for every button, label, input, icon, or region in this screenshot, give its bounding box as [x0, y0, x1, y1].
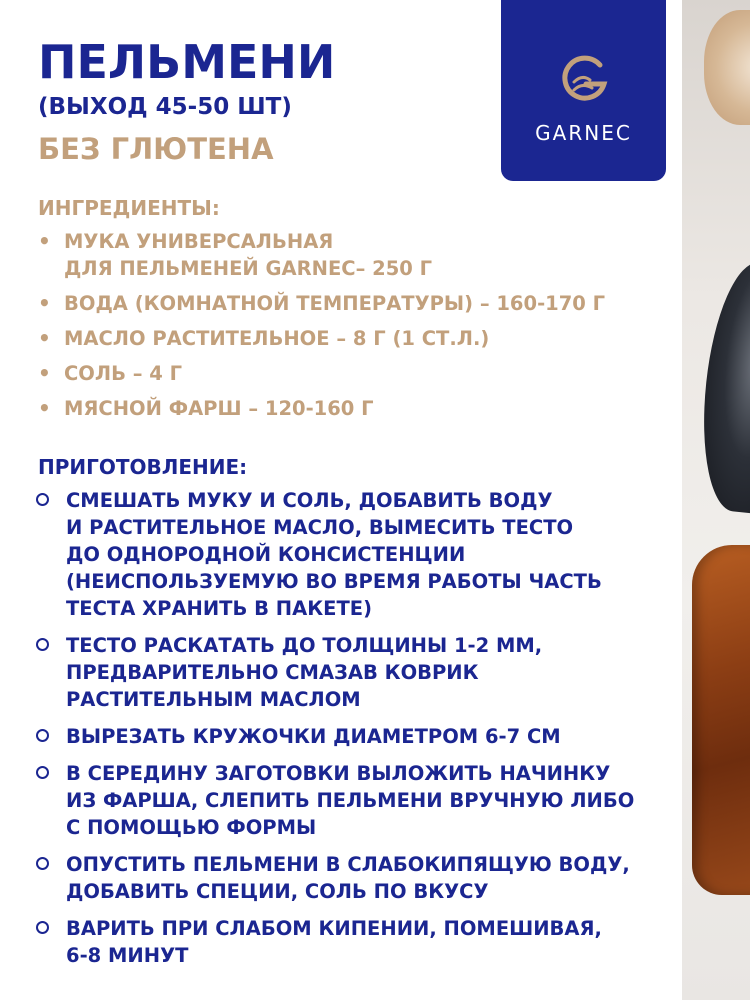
circle-bullet-icon [36, 638, 49, 651]
step-text: ВАРИТЬ ПРИ СЛАБОМ КИПЕНИИ, ПОМЕШИВАЯ, [66, 917, 602, 940]
circle-bullet-icon [36, 493, 49, 506]
preparation-step [36, 851, 676, 905]
ingredient-text: • МУКА УНИВЕРСАЛЬНАЯ [64, 230, 334, 253]
ingredient-text: ДЛЯ ПЕЛЬМЕНЕЙ GARNEC– 250 Г [64, 257, 433, 280]
ingredient-text: • СОЛЬ – 4 Г [64, 362, 183, 385]
preparation-heading: ПРИГОТОВЛЕНИЕ: [38, 455, 248, 479]
ingredients-heading: ИНГРЕДИЕНТЫ: [38, 196, 220, 220]
preparation-step [36, 632, 676, 713]
circle-bullet-icon [36, 857, 49, 870]
circle-bullet-icon [36, 766, 49, 779]
step-text: ДОБАВИТЬ СПЕЦИИ, СОЛЬ ПО ВКУСУ [66, 880, 489, 903]
step-text: 6-8 МИНУТ [66, 944, 189, 967]
spoon-image [693, 259, 750, 516]
step-text: ВЫРЕЗАТЬ КРУЖОЧКИ ДИАМЕТРОМ 6-7 СМ [66, 725, 561, 748]
step-text: (НЕИСПОЛЬЗУЕМУЮ ВО ВРЕМЯ РАБОТЫ ЧАСТЬ [66, 570, 602, 593]
step-text: ТЕСТА ХРАНИТЬ В ПАКЕТЕ) [66, 597, 372, 620]
brand-logo [501, 0, 666, 181]
ingredient-text: • МАСЛО РАСТИТЕЛЬНОЕ – 8 Г (1 СТ.Л.) [64, 327, 490, 350]
step-text: РАСТИТЕЛЬНЫМ МАСЛОМ [66, 688, 361, 711]
step-text: ДО ОДНОРОДНОЙ КОНСИСТЕНЦИИ [66, 543, 466, 566]
preparation-step [36, 760, 676, 841]
step-text: ОПУСТИТЬ ПЕЛЬМЕНИ В СЛАБОКИПЯЩУЮ ВОДУ, [66, 853, 630, 876]
ingredient-item [38, 360, 678, 387]
preparation-step [36, 723, 676, 750]
recipe-title: ПЕЛЬМЕНИ [38, 35, 336, 89]
ingredient-item [38, 395, 678, 422]
ingredient-text: • ВОДА (КОМНАТНОЙ ТЕМПЕРАТУРЫ) – 160-170 Г [64, 292, 606, 315]
ingredient-item [38, 290, 678, 317]
gluten-free-label: БЕЗ ГЛЮТЕНА [38, 132, 274, 166]
step-text: В СЕРЕДИНУ ЗАГОТОВКИ ВЫЛОЖИТЬ НАЧИНКУ [66, 762, 611, 785]
step-text: ПРЕДВАРИТЕЛЬНО СМАЗАВ КОВРИК [66, 661, 479, 684]
food-photo [682, 0, 750, 1000]
ingredient-item [38, 325, 678, 352]
step-text: СМЕШАТЬ МУКУ И СОЛЬ, ДОБАВИТЬ ВОДУ [66, 489, 553, 512]
ingredients-list [38, 228, 678, 430]
cutting-board-image [692, 545, 750, 895]
circle-bullet-icon [36, 729, 49, 742]
step-text: С ПОМОЩЬЮ ФОРМЫ [66, 816, 317, 839]
step-text: ТЕСТО РАСКАТАТЬ ДО ТОЛЩИНЫ 1-2 ММ, [66, 634, 543, 657]
step-text: И РАСТИТЕЛЬНОЕ МАСЛО, ВЫМЕСИТЬ ТЕСТО [66, 516, 574, 539]
step-text: ИЗ ФАРША, СЛЕПИТЬ ПЕЛЬМЕНИ ВРУЧНУЮ ЛИБО [66, 789, 635, 812]
bowl-image [704, 10, 750, 125]
preparation-steps [36, 487, 676, 979]
brand-name: GARNEC [535, 121, 632, 145]
ingredient-item [38, 228, 678, 282]
circle-bullet-icon [36, 921, 49, 934]
recipe-yield: (ВЫХОД 45-50 ШТ) [38, 94, 292, 120]
garnec-g-logo-icon [560, 52, 608, 108]
ingredient-text: • МЯСНОЙ ФАРШ – 120-160 Г [64, 397, 374, 420]
preparation-step [36, 915, 676, 969]
preparation-step [36, 487, 676, 622]
